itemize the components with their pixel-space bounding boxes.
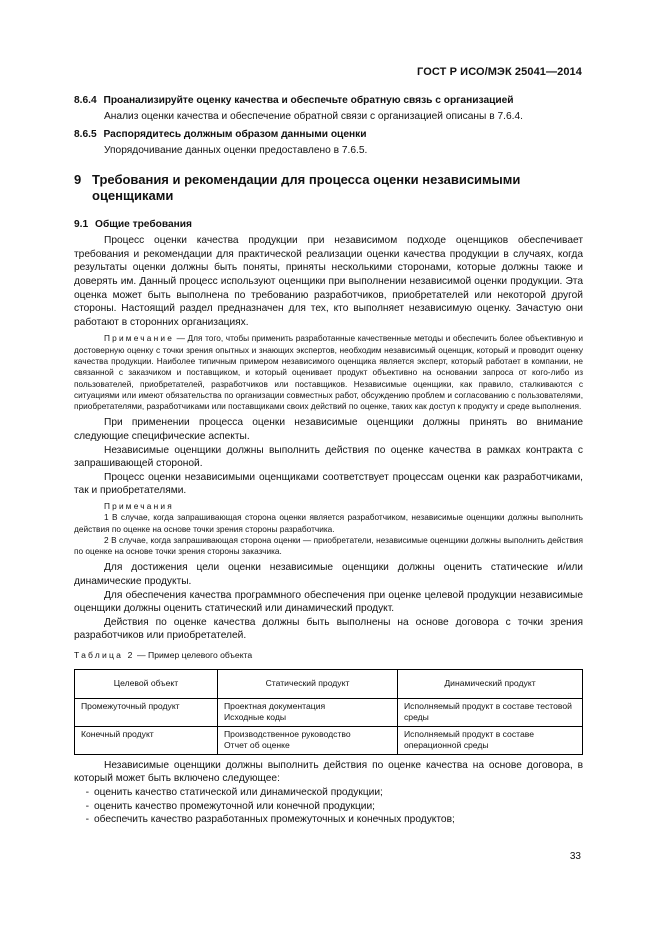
note: Примечание — Для того, чтобы применить разработанные качественные методы и обеспечить более объективную и достоверную оценку с точки зрения опытных и знающих экспертов, необходим независимый оценщик, который и проводит оценку качества продукции. Наиболее типичным примером независимого оценщика является эксперт, который работает в компании, не связанной с заказчиком и поставщиком, и который оценивает продукт объективно на основании запроса от кого-либо из пользователей, приобретателей, разработчиков или поставщиков. Независимые оценщики, как правило, сталкиваются с ситуациями или имеют обязательства по организации совместных работ, обсуждению проблем и согласованию с пользователями, приобретателями, разработчиками или поставщиками своих действий по оценке, таких как доступ к продукту и среде выполнения. <box>74 333 583 412</box>
note-2: 2 В случае, когда запрашивающая сторона оценки — приобретатели, независимые оценщики должны выполнить действия по оценке на основе точки зрения стороны заказчика. <box>74 534 583 557</box>
table-cell: Промежуточный продукт <box>75 698 218 726</box>
paragraph: Процесс оценки независимыми оценщиками соответствует процессам оценки как разработчиками, так и приобретателями. <box>74 471 583 497</box>
section-heading-9: 9 Требования и рекомендации для процесса оценки независимыми оценщиками <box>74 172 521 203</box>
requirements-list <box>74 786 583 827</box>
paragraph: Для обеспечения качества программного обеспечения при оценке целевой продукции независимые оценщики должны оценить статический или динамический продукт. <box>74 589 583 615</box>
paragraph: Независимые оценщики должны выполнить действия по оценке качества в рамках контракта с запрашивающей стороной. <box>74 444 583 470</box>
table-cell: Исполняемый продукт в составе тестовой среды <box>398 698 583 726</box>
list-item: - обеспечить качество разработанных промежуточных и конечных продуктов; <box>85 814 455 826</box>
subsection-heading-9-1: 9.1 Общие требования <box>74 219 193 231</box>
table-cell: Проектная документация Исходные коды <box>218 698 398 726</box>
paragraph: Независимые оценщики должны выполнить действия по оценке качества на основе договора, в который может быть включено следующее: <box>74 759 583 785</box>
table-cell: Конечный продукт <box>75 726 218 754</box>
subsection-heading-8-6-5: 8.6.5 Распорядитесь должным образом данными оценки <box>74 128 367 140</box>
paragraph: Действия по оценке качества должны быть выполнены на основе договора с точки зрения разработчиков или приобретателей. <box>74 616 583 642</box>
table-header-cell: Статический продукт <box>218 670 398 699</box>
standard-header: ГОСТ Р ИСО/МЭК 25041—2014 <box>417 66 582 78</box>
subsection-heading-8-6-4: 8.6.4 Проанализируйте оценку качества и обеспечьте обратную связь с организацией <box>74 95 514 106</box>
paragraph: Упорядочивание данных оценки предоставлено в 7.6.5. <box>104 144 368 156</box>
table-row <box>75 698 583 726</box>
table-caption: Таблица 2 — Пример целевого объекта <box>74 650 253 661</box>
paragraph: Анализ оценки качества и обеспечение обратной связи с организацией описаны в 7.6.4. <box>104 111 523 122</box>
table-cell: Исполняемый продукт в составе операционной среды <box>398 726 583 754</box>
table-cell: Производственное руководство Отчет об оценке <box>218 726 398 754</box>
notes-label: Примечания <box>104 500 174 511</box>
table-header-cell: Целевой объект <box>75 670 218 699</box>
paragraph: При применении процесса оценки независимые оценщики должны принять во внимание следующие специфические аспекты. <box>74 417 583 443</box>
target-object-table <box>74 669 583 755</box>
note-1: 1 В случае, когда запрашивающая сторона оценки является разработчиком, независимые оценщики должны выполнить действия по оценке на основе точки зрения стороны разработчика. <box>74 512 583 534</box>
page-content <box>74 94 583 827</box>
paragraph: Процесс оценки качества продукции при независимом подходе оценщиков обеспечивает требования и рекомендации для практической реализации оценки качества продукции в случаях, когда результаты оценки должны быть поняты, приняты несколькими сторонами, которые должны также и доверять им. Данный процесс используют оценщики при выполнении независимой оценки продукции. Эта оценка может быть выполнена по требованию разработчиков, приобретателей или некоторой другой стороны. Настоящий раздел предназначен для тех, кто выполняет независимую оценку. Зачастую они работают в сторонних организациях. <box>74 235 583 328</box>
list-item: - оценить качество статической или динамической продукции; <box>85 787 383 799</box>
list-item: - оценить качество промежуточной или конечной продукции; <box>85 800 375 812</box>
page-number: 33 <box>569 851 581 862</box>
table-header-cell: Динамический продукт <box>398 670 583 699</box>
table-row <box>75 726 583 754</box>
paragraph: Для достижения цели оценки независимые оценщики должны оценить статические и/или динамические продукты. <box>74 562 583 588</box>
table-header-row <box>75 670 583 699</box>
